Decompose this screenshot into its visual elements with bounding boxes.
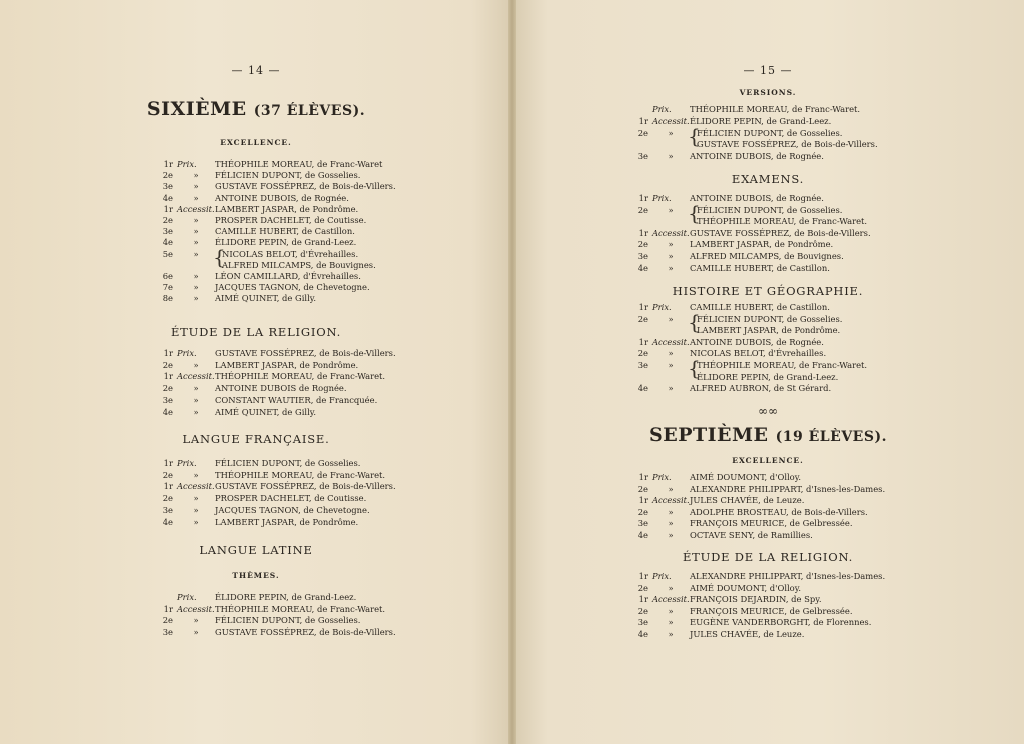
student-name: LÉON CAMILLARD, d'Évrehailles. — [215, 271, 361, 281]
list-item — [155, 249, 358, 260]
award-label: Accessit. — [652, 115, 690, 126]
rank: 1r — [163, 481, 173, 492]
list-item — [155, 260, 376, 271]
list-item — [630, 302, 830, 313]
award-label: Prix. — [652, 193, 672, 203]
list-item — [155, 348, 396, 359]
brace-icon: { — [688, 200, 701, 225]
award-label: » — [193, 192, 199, 203]
list-item — [155, 505, 370, 516]
list-item — [155, 170, 360, 181]
list-item — [630, 263, 830, 274]
list-item — [155, 371, 385, 382]
list-item — [630, 325, 840, 336]
class-title-text: SIXIÈME — [146, 98, 247, 120]
list-item — [155, 293, 316, 304]
section-heading: LANGUE FRANÇAISE. — [182, 432, 330, 446]
award-label: » — [193, 627, 199, 638]
list-item — [630, 193, 824, 204]
award-label: » — [193, 293, 199, 304]
list-item — [630, 617, 871, 628]
list-item — [155, 215, 366, 226]
award-label: » — [668, 530, 674, 540]
rank: 2e — [162, 383, 173, 394]
list-item — [630, 383, 831, 394]
student-name: ALFRED AUBRON, de St Gérard. — [690, 383, 832, 394]
student-name: OCTAVE SENY, de Ramillies. — [690, 530, 813, 540]
award-label: Accessit. — [177, 371, 215, 382]
award-label: Accessit. — [652, 227, 690, 238]
rank: 3e — [637, 518, 648, 529]
award-label: » — [668, 239, 674, 250]
rank: 2e — [162, 493, 173, 504]
student-name: LAMBERT JASPAR, de Pondrôme. — [215, 359, 359, 370]
award-label: » — [668, 251, 674, 261]
rank: 1r — [638, 594, 648, 605]
student-name: ÉLIDORE PEPIN, de Grand-Leez. — [215, 237, 357, 248]
rank: 4e — [637, 383, 648, 394]
award-label: » — [193, 615, 199, 626]
section-heading: ÉTUDE DE LA RELIGION. — [682, 550, 854, 564]
student-name: ALFRED MILCAMPS, de Bouvignes. — [690, 251, 844, 261]
book-gutter — [508, 0, 516, 744]
award-label: » — [193, 493, 199, 504]
award-label: » — [193, 383, 199, 394]
student-name: ANTOINE DUBOIS de Rognée. — [215, 383, 347, 394]
rank: 3e — [162, 627, 173, 638]
list-item — [630, 518, 852, 529]
student-name: ANTOINE DUBOIS, de Rognée. — [690, 151, 824, 162]
student-name: THÉOPHILE MOREAU, de Franc-Waret. — [697, 360, 868, 370]
award-label: Prix. — [177, 458, 197, 468]
student-name: ANTOINE DUBOIS, de Rognée. — [690, 193, 824, 203]
student-name: FÉLICIEN DUPONT, de Gosselies. — [697, 127, 843, 138]
rank: 1r — [638, 495, 648, 506]
award-label: » — [668, 262, 674, 273]
rank: 3e — [637, 251, 648, 261]
award-label: » — [193, 170, 199, 181]
award-label: » — [193, 359, 199, 370]
rank: 4e — [637, 629, 648, 639]
student-name: THÉOPHILE MOREAU, de Franc-Waret. — [215, 371, 386, 382]
student-name: LAMBERT JASPAR, de Pondrôme. — [697, 325, 841, 336]
award-label: » — [668, 518, 674, 529]
student-name: AIMÉ QUINET, de Gilly. — [215, 406, 317, 417]
award-label: » — [668, 151, 674, 162]
rank: 3e — [162, 181, 173, 192]
student-name: ALFRED MILCAMPS, de Bouvignes. — [222, 259, 376, 270]
rank: 3e — [637, 617, 648, 628]
rank: 4e — [162, 237, 173, 248]
award-label: Prix. — [177, 348, 197, 358]
list-item — [630, 348, 826, 359]
rank: 2e — [637, 348, 648, 359]
list-item — [155, 204, 358, 215]
list-item — [155, 615, 360, 626]
rank: 4e — [162, 406, 173, 417]
award-label: Prix. — [652, 571, 672, 581]
list-item — [630, 104, 860, 115]
award-label: » — [668, 360, 674, 370]
student-name: THÉOPHILE MOREAU, de Franc-Waret — [215, 159, 383, 169]
student-name: FÉLICIEN DUPONT, de Gosselies. — [697, 313, 843, 324]
rank: 2e — [162, 469, 173, 480]
rank: 2e — [637, 313, 648, 324]
rank: 2e — [637, 506, 648, 517]
student-name: AIMÉ DOUMONT, d'Olloy. — [690, 582, 802, 593]
rank: 2e — [637, 582, 648, 593]
list-item — [630, 360, 867, 371]
award-label: » — [193, 226, 199, 237]
award-label: » — [193, 504, 199, 515]
award-label: » — [193, 271, 199, 281]
rank: 4e — [162, 516, 173, 527]
rank: 4e — [637, 262, 648, 273]
list-item — [155, 517, 358, 528]
rank: 2e — [162, 359, 173, 370]
class-title — [0, 98, 512, 120]
ornament-icon: ∞∞ — [758, 404, 778, 418]
section-heading: EXCELLENCE. — [732, 456, 804, 465]
award-label: Prix. — [177, 592, 197, 602]
right-page — [512, 0, 1024, 744]
section-heading: EXCELLENCE. — [220, 138, 292, 147]
section-heading: VERSIONS. — [739, 88, 797, 97]
list-item — [155, 470, 385, 481]
list-item — [155, 592, 356, 603]
student-name: FÉLICIEN DUPONT, de Gosselies. — [215, 615, 361, 626]
list-item — [630, 594, 822, 605]
award-label: » — [668, 506, 674, 517]
rank: 1r — [163, 603, 173, 614]
student-name: LAMBERT JASPAR, de Pondrôme. — [690, 239, 834, 250]
student-name: THÉOPHILE MOREAU, de Franc-Waret. — [215, 469, 386, 480]
list-item — [630, 472, 801, 483]
student-name: NICOLAS BELOT, d'Évrehailles. — [222, 248, 359, 259]
award-label: » — [193, 406, 199, 417]
page-number: — 14 — — [231, 64, 281, 77]
student-name: GUSTAVE FOSSÉPREZ, de Bois-de-Villers. — [215, 348, 396, 358]
list-item — [630, 151, 824, 162]
award-label: » — [668, 617, 674, 628]
list-item — [630, 629, 804, 640]
list-item — [630, 507, 868, 518]
student-name: ADOLPHE BROSTEAU, de Bois-de-Villers. — [690, 506, 868, 517]
award-label: » — [193, 215, 199, 225]
list-item — [630, 606, 852, 617]
award-label: Accessit. — [177, 603, 215, 614]
rank: 1r — [638, 115, 648, 126]
award-label: Accessit. — [652, 336, 690, 347]
list-item — [630, 116, 831, 127]
student-name: ANTOINE DUBOIS, de Rognée. — [690, 336, 824, 347]
list-item — [155, 627, 396, 638]
student-name: GUSTAVE FOSSÉPREZ, de Bois-de-Villers. — [215, 481, 396, 492]
student-name: ÉLIDORE PEPIN, de Grand-Leez. — [215, 592, 357, 602]
student-name: CAMILLE HUBERT, de Castillon. — [690, 262, 830, 273]
rank: 7e — [162, 282, 173, 293]
student-name: THÉOPHILE MOREAU, de Franc-Waret. — [215, 603, 386, 614]
student-name: NICOLAS BELOT, d'Évrehailles. — [690, 348, 827, 359]
student-name: ALEXANDRE PHILIPPART, d'Isnes-les-Dames. — [690, 483, 886, 494]
award-label: Prix. — [177, 159, 197, 169]
award-label: Accessit. — [652, 495, 690, 506]
rank: 1r — [638, 336, 648, 347]
student-name: EUGÈNE VANDERBORGHT, de Florennes. — [690, 617, 872, 628]
brace-icon: { — [688, 123, 701, 148]
student-name: GUSTAVE FOSSÉPREZ, de Bois-de-Villers. — [215, 627, 396, 638]
rank: 1r — [638, 193, 648, 203]
rank: 1r — [638, 302, 648, 312]
list-item — [155, 604, 385, 615]
list-item — [155, 493, 366, 504]
award-label: » — [193, 469, 199, 480]
list-item — [155, 383, 347, 394]
award-label: » — [668, 582, 674, 593]
class-title — [512, 424, 1024, 446]
list-item — [630, 205, 842, 216]
student-name: FRANÇOIS MEURICE, de Gelbressée. — [690, 605, 853, 616]
award-label: Accessit. — [177, 203, 215, 214]
student-name: FÉLICIEN DUPONT, de Gosselies. — [215, 458, 361, 468]
award-label: Accessit. — [177, 481, 215, 492]
award-label: Prix. — [652, 302, 672, 312]
rank: 2e — [162, 170, 173, 181]
rank: 6e — [162, 271, 173, 281]
rank: 2e — [637, 239, 648, 250]
list-item — [630, 337, 824, 348]
list-item — [630, 216, 867, 227]
award-label: » — [668, 313, 674, 324]
student-name: JACQUES TAGNON, de Chevetogne. — [215, 504, 370, 515]
student-name: ÉLIDORE PEPIN, de Grand-Leez. — [697, 371, 839, 382]
award-label: » — [668, 204, 674, 215]
rank: 1r — [163, 458, 173, 468]
rank: 3e — [637, 360, 648, 370]
rank: 4e — [637, 530, 648, 540]
award-label: » — [193, 282, 199, 293]
list-item — [630, 372, 838, 383]
list-item — [155, 407, 316, 418]
student-name: ÉLIDORE PEPIN, de Grand-Leez. — [690, 115, 832, 126]
award-label: » — [193, 248, 199, 259]
student-name: JULES CHAVÉE, de Leuze. — [690, 495, 805, 506]
class-count: (37 ÉLÈVES). — [253, 103, 366, 119]
section-heading: EXAMENS. — [731, 172, 805, 186]
list-item — [155, 226, 355, 237]
list-item — [155, 237, 356, 248]
award-label: Prix. — [652, 472, 672, 482]
list-item — [155, 282, 370, 293]
list-item — [155, 458, 360, 469]
rank: 3e — [162, 226, 173, 237]
student-name: GUSTAVE FOSSÉPREZ, de Bois-de-Villers. — [690, 227, 871, 238]
student-name: FÉLICIEN DUPONT, de Gosselies. — [697, 204, 843, 215]
rank: 2e — [637, 204, 648, 215]
award-label: » — [668, 383, 674, 394]
rank: 2e — [637, 127, 648, 138]
list-item — [155, 181, 396, 192]
class-count: (19 ÉLÈVES). — [775, 429, 887, 445]
list-item — [630, 228, 871, 239]
rank: 4e — [162, 192, 173, 203]
rank: 3e — [637, 151, 648, 162]
section-heading: LANGUE LATINE — [199, 543, 313, 557]
award-label: » — [668, 629, 674, 639]
rank: 1r — [163, 159, 173, 169]
rank: 1r — [163, 203, 173, 214]
list-item — [630, 583, 801, 594]
award-label: » — [193, 237, 199, 248]
award-label: Accessit. — [652, 594, 690, 605]
rank: 2e — [162, 215, 173, 225]
student-name: ANTOINE DUBOIS, de Rognée. — [215, 192, 349, 203]
rank: 8e — [162, 293, 173, 304]
rank: 5e — [162, 248, 173, 259]
student-name: JULES CHAVÉE, de Leuze. — [690, 629, 805, 639]
list-item — [155, 360, 358, 371]
list-item — [630, 530, 813, 541]
student-name: GUSTAVE FOSSÉPREZ, de Bois-de-Villers. — [215, 181, 396, 192]
student-name: ALEXANDRE PHILIPPART, d'Isnes-les-Dames. — [690, 571, 886, 581]
rank: 3e — [162, 394, 173, 405]
award-label: » — [668, 127, 674, 138]
page-number: — 15 — — [743, 64, 793, 77]
rank: 1r — [638, 472, 648, 482]
student-name: FRANÇOIS DEJARDIN, de Spy. — [690, 594, 822, 605]
rank: 3e — [162, 504, 173, 515]
student-name: CAMILLE HUBERT, de Castillon. — [690, 302, 830, 312]
brace-icon: { — [213, 244, 226, 269]
list-item — [155, 481, 396, 492]
student-name: LAMBERT JASPAR, de Pondrôme. — [215, 516, 359, 527]
list-item — [630, 128, 842, 139]
rank: 2e — [637, 483, 648, 494]
award-label: » — [668, 605, 674, 616]
rank: 1r — [638, 571, 648, 581]
student-name: THÉOPHILE MOREAU, de Franc-Waret. — [697, 216, 868, 227]
student-name: CAMILLE HUBERT, de Castillon. — [215, 226, 355, 237]
list-item — [630, 495, 804, 506]
student-name: AIMÉ DOUMONT, d'Olloy. — [690, 472, 802, 482]
section-heading: ÉTUDE DE LA RELIGION. — [170, 325, 342, 339]
class-title-text: SEPTIÈME — [649, 424, 769, 446]
student-name: CONSTANT WAUTIER, de Francquée. — [215, 394, 378, 405]
student-name: AIMÉ QUINET, de Gilly. — [215, 293, 317, 304]
list-item — [155, 159, 382, 170]
section-subheading: THÈMES. — [232, 571, 280, 580]
award-label: » — [193, 394, 199, 405]
list-item — [155, 395, 377, 406]
rank: 1r — [638, 227, 648, 238]
award-label: » — [193, 516, 199, 527]
brace-icon: { — [688, 356, 701, 380]
student-name: FÉLICIEN DUPONT, de Gosselies. — [215, 170, 361, 181]
award-label: » — [668, 348, 674, 359]
student-name: THÉOPHILE MOREAU, de Franc-Waret. — [690, 104, 861, 114]
student-name: GUSTAVE FOSSÉPREZ, de Bois-de-Villers. — [697, 139, 878, 150]
student-name: LAMBERT JASPAR, de Pondrôme. — [215, 203, 359, 214]
list-item — [630, 251, 844, 262]
student-name: PROSPER DACHELET, de Coutisse. — [215, 493, 367, 504]
student-name: FRANÇOIS MEURICE, de Gelbressée. — [690, 518, 853, 529]
rank: 2e — [162, 615, 173, 626]
student-name: JACQUES TAGNON, de Chevetogne. — [215, 282, 370, 293]
list-item — [630, 484, 885, 495]
list-item — [630, 314, 842, 325]
section-heading: HISTOIRE ET GÉOGRAPHIE. — [672, 284, 864, 298]
list-item — [155, 193, 349, 204]
list-item — [630, 571, 885, 582]
list-item — [155, 271, 361, 282]
rank: 1r — [163, 371, 173, 382]
rank: 1r — [163, 348, 173, 358]
student-name: PROSPER DACHELET, de Coutisse. — [215, 215, 367, 225]
award-label: » — [193, 181, 199, 192]
list-item — [630, 239, 833, 250]
rank: 2e — [637, 605, 648, 616]
award-label: » — [668, 483, 674, 494]
brace-icon: { — [688, 309, 701, 334]
award-label: Prix. — [652, 104, 672, 114]
list-item — [630, 139, 878, 150]
